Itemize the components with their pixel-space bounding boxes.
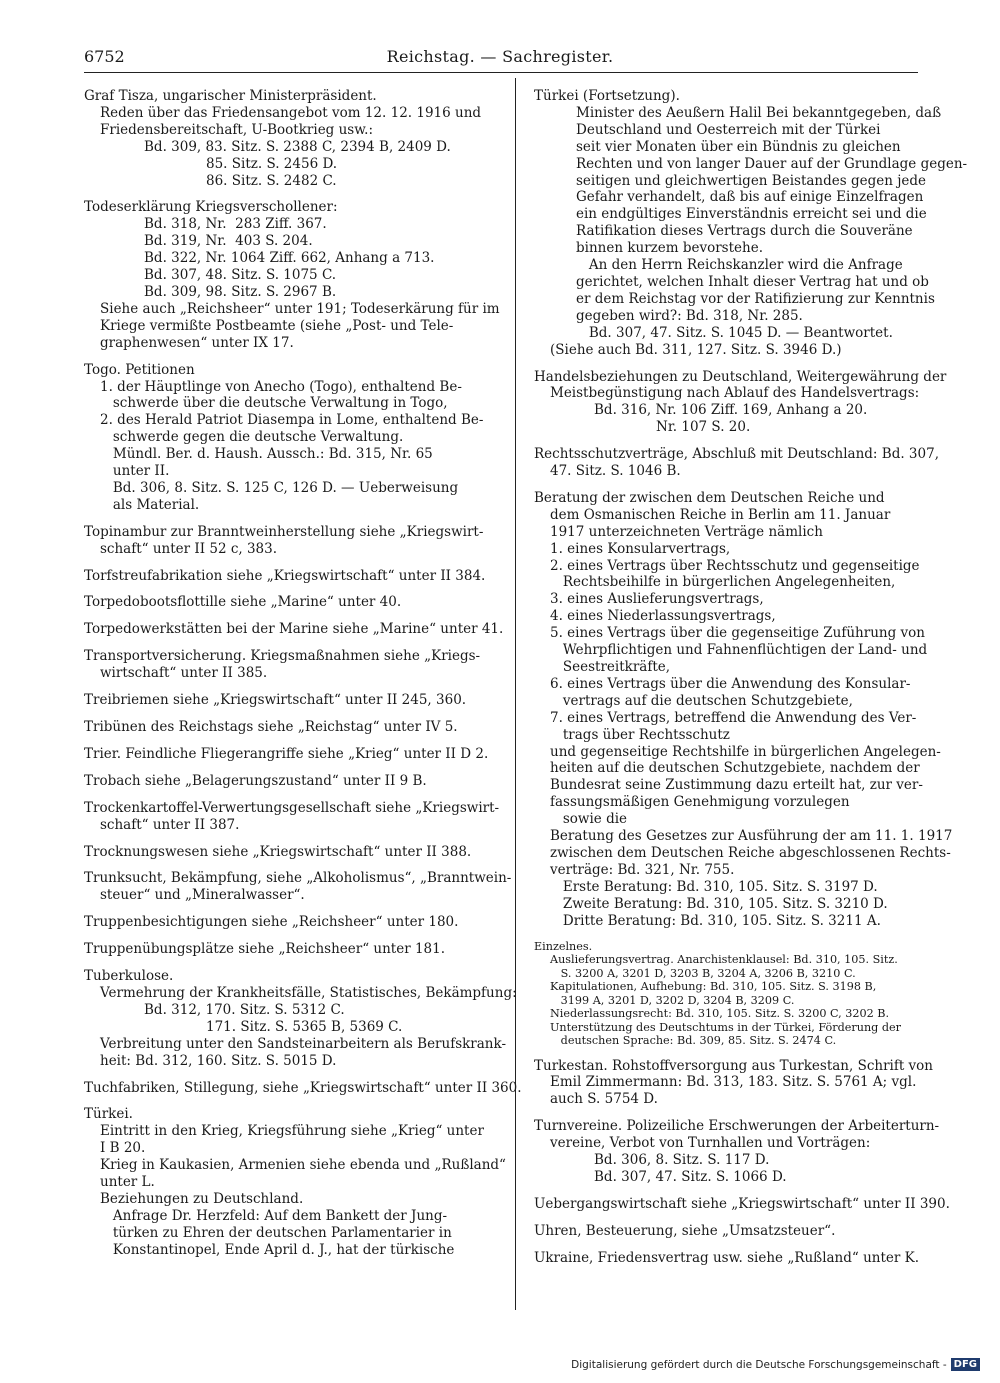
entry-line: Uebergangswirtschaft siehe „Kriegswirtschaft“ unter II 390.: [534, 1195, 950, 1212]
footer: [571, 1358, 980, 1371]
entry-line: schwerde über die deutsche Verwaltung in Togo,: [100, 395, 448, 412]
entry-line: steuer“ und „Mineralwasser“.: [100, 887, 305, 904]
entry-line: 7. eines Vertrags, betreffend die Anwendung des Ver-: [550, 709, 917, 726]
entry-line: Gefahr verhandelt, daß bis auf einige Einzelfragen: [576, 189, 924, 206]
header-rule: [84, 72, 918, 73]
entry-line: Truppenbesichtigungen siehe „Reichsheer“ unter 180.: [84, 914, 459, 931]
index-entry: [84, 692, 498, 709]
index-entry: [534, 446, 939, 480]
index-entry: [84, 362, 498, 514]
index-entry: [534, 1250, 926, 1267]
entry-line: Ukraine, Friedensvertrag usw. siehe „Rußland“ unter K.: [534, 1249, 920, 1266]
entry-line: Anfrage Dr. Herzfeld: Auf dem Bankett der Jung-: [100, 1207, 448, 1224]
entry-line: wirtschaft“ unter II 385.: [100, 665, 268, 682]
entry-line: Konstantinopel, Ende April d. J., hat der türkische: [100, 1241, 455, 1258]
entry-line: Erste Beratung: Bd. 310, 105. Sitz. S. 3197 D.: [550, 878, 878, 895]
index-entry: [84, 648, 498, 682]
index-entry: [84, 88, 498, 189]
entry-line: Bd. 306, 8. Sitz. S. 125 C, 126 D. — Ueberweisung: [100, 479, 459, 496]
entry-line: heit: Bd. 312, 160. Sitz. S. 5015 D.: [100, 1052, 337, 1069]
entry-line: Bd. 322, Nr. 1064 Ziff. 662, Anhang a 713.: [144, 250, 435, 267]
entry-line: Torpedowerkstätten bei der Marine siehe „Marine“ unter 41.: [84, 621, 504, 638]
dfg-logo: DFG: [951, 1358, 980, 1371]
entry-line: Einzelnes.: [534, 939, 593, 953]
entry-line: 85. Sitz. S. 2456 D.: [206, 155, 338, 172]
entry-line: Togo. Petitionen: [84, 361, 195, 378]
index-entry: [84, 844, 498, 861]
index-entry: [534, 1195, 950, 1213]
entry-line: Trocknungswesen siehe „Kriegswirtschaft“ unter II 388.: [84, 843, 472, 860]
entry-line: seitigen und gleichwertigen Beistandes gegen jede: [576, 172, 927, 189]
entry-line: Beratung der zwischen dem Deutschen Reiche und: [534, 489, 885, 506]
entry-line: Bd. 307, 48. Sitz. S. 1075 C.: [144, 267, 337, 284]
entry-line: Ratifikation dieses Vertrags durch die Souveräne: [576, 223, 913, 240]
entry-line: türken zu Ehren der deutschen Parlamentarier in: [100, 1224, 452, 1241]
entry-line: 1. eines Konsularvertrags,: [550, 540, 731, 557]
entry-line: zwischen dem Deutschen Reiche abgeschlossenen Rechts-: [550, 844, 951, 861]
entry-line: I B 20.: [100, 1140, 146, 1157]
entry-line: Eintritt in den Krieg, Kriegsführung siehe „Krieg“ unter: [100, 1123, 484, 1140]
index-entry: [84, 524, 498, 558]
entry-line: seit vier Monaten über ein Bündnis zu gleichen: [576, 138, 901, 155]
entry-line: Bd. 312, 170. Sitz. S. 5312 C.: [144, 1001, 345, 1018]
entry-line: Bd. 307, 47. Sitz. S. 1066 D.: [594, 1168, 787, 1185]
entry-line: Niederlassungsrecht: Bd. 310, 105. Sitz. S. 3200 C, 3202 B.: [550, 1007, 890, 1020]
entry-line: schaft“ unter II 387.: [100, 816, 240, 833]
entry-line: Rechten und von langer Dauer auf der Grundlage gegen-: [576, 155, 968, 172]
entry-line: 2. eines Vertrags über Rechtsschutz und gegenseitige: [550, 557, 920, 574]
entry-line: S. 3200 A, 3201 D, 3203 B, 3204 A, 3206 B, 3210 C.: [550, 966, 856, 980]
index-entry: [84, 941, 498, 958]
index-entry: [84, 594, 498, 611]
entry-line: Rechtsbeihilfe in bürgerlichen Angelegenheiten,: [550, 574, 896, 591]
entry-line: Dritte Beratung: Bd. 310, 105. Sitz. S. 3211 A.: [550, 912, 881, 929]
right-column: [534, 88, 968, 1277]
entry-line: er dem Reichstag vor der Ratifizierung zur Kenntnis: [576, 290, 935, 307]
entry-line: Bd. 306, 8. Sitz. S. 117 D.: [594, 1152, 770, 1169]
entry-line: Türkei.: [84, 1106, 133, 1123]
entry-line: vereine, Verbot von Turnhallen und Vorträgen:: [550, 1135, 871, 1152]
index-entry: [84, 773, 498, 790]
entry-line: Mündl. Ber. d. Haush. Aussch.: Bd. 315, Nr. 65: [100, 446, 433, 463]
entry-line: Emil Zimmermann: Bd. 313, 183. Sitz. S. 5761 A; vgl.: [550, 1074, 917, 1091]
entry-line: deutschen Sprache: Bd. 309, 85. Sitz. S. 2474 C.: [550, 1034, 837, 1047]
entry-line: Unterstützung des Deutschtums in der Türkei, Förderung der: [550, 1020, 902, 1034]
entry-line: Turkestan. Rohstoffversorgung aus Turkestan, Schrift von: [534, 1057, 934, 1074]
entry-line: 6. eines Vertrags über die Anwendung des Konsular-: [550, 675, 911, 692]
entry-line: 3199 A, 3201 D, 3202 D, 3204 B, 3209 C.: [550, 993, 795, 1007]
entry-line: 4. eines Niederlassungsvertrags,: [550, 608, 776, 625]
entry-line: als Material.: [100, 496, 200, 513]
index-entry: [84, 621, 504, 638]
index-entry: [84, 746, 498, 763]
entry-line: (Siehe auch Bd. 311, 127. Sitz. S. 3946 D.): [550, 341, 842, 358]
entry-line: Bd. 309, 83. Sitz. S. 2388 C, 2394 B, 2409 D.: [144, 138, 451, 155]
entry-line: Wehrpflichtigen und Fahnenflüchtigen der Land- und: [550, 642, 928, 659]
entry-line: heiten auf die deutschen Schutzgebiete, nachdem der: [550, 760, 920, 777]
entry-line: Türkei (Fortsetzung).: [534, 88, 680, 104]
entry-line: und gegenseitige Rechtshilfe in bürgerlichen Angelegen-: [550, 743, 941, 760]
entry-line: Deutschland und Oesterreich mit der Türkei: [576, 121, 881, 138]
entry-line: Rechtsschutzverträge, Abschluß mit Deutschland: Bd. 307,: [534, 446, 939, 463]
index-entry: [534, 489, 953, 930]
entry-line: fassungsmäßigen Genehmigung vorzulegen: [550, 794, 850, 811]
entry-line: Trunksucht, Bekämpfung, siehe „Alkoholismus“, „Branntwein-: [84, 870, 512, 887]
entry-line: Krieg in Kaukasien, Armenien siehe ebenda und „Rußland“: [100, 1157, 506, 1174]
entry-line: Bd. 309, 98. Sitz. S. 2967 B.: [144, 283, 337, 300]
entry-line: Beratung des Gesetzes zur Ausführung der am 11. 1. 1917: [550, 828, 953, 845]
footer-text: Digitalisierung gefördert durch die Deutsche Forschungsgemeinschaft -: [571, 1358, 947, 1371]
index-entry: [534, 368, 947, 437]
entry-line: Trockenkartoffel-Verwertungsgesellschaft siehe „Kriegswirt-: [84, 799, 500, 816]
entry-line: Torpedobootsflottille siehe „Marine“ unter 40.: [84, 594, 402, 611]
entry-line: gegeben wird?: Bd. 318, Nr. 285.: [576, 307, 803, 324]
entry-line: Kapitulationen, Aufhebung: Bd. 310, 105. Sitz. S. 3198 B,: [550, 980, 877, 993]
entry-line: Vermehrung der Krankheitsfälle, Statistisches, Bekämpfung:: [100, 984, 517, 1001]
entry-line: Tuchfabriken, Stillegung, siehe „Kriegswirtschaft“ unter II 360.: [84, 1079, 522, 1096]
index-entry: [84, 1079, 522, 1097]
entry-line: Topinambur zur Branntweinherstellung siehe „Kriegswirt-: [84, 523, 484, 540]
entry-line: Truppenübungsplätze siehe „Reichsheer“ unter 181.: [84, 941, 446, 958]
entry-line: trags über Rechtsschutz: [550, 726, 730, 743]
entry-line: Trier. Feindliche Fliegerangriffe siehe „Krieg“ unter II D 2.: [84, 745, 489, 762]
entry-line: ein endgültiges Einverständnis erreicht sei und die: [576, 206, 927, 223]
page-title: Reichstag. — Sachregister.: [386, 47, 614, 66]
entry-line: Bundesrat seine Zustimmung dazu erteilt hat, zur ver-: [550, 777, 923, 794]
index-entry: [84, 914, 498, 931]
entry-line: Torfstreufabrikation siehe „Kriegswirtschaft“ unter II 384.: [84, 567, 486, 584]
index-entry: [84, 199, 498, 351]
entry-line: Auslieferungsvertrag. Anarchistenklausel: Bd. 310, 105. Sitz.: [550, 953, 898, 966]
entry-line: Kriege vermißte Postbeamte (siehe „Post- und Tele-: [100, 317, 454, 334]
entry-line: 47. Sitz. S. 1046 B.: [550, 463, 681, 480]
index-entry: [84, 968, 517, 1069]
entry-line: 2. des Herald Patriot Diasempa in Lome, enthaltend Be-: [100, 412, 484, 429]
entry-line: unter L.: [100, 1174, 155, 1191]
entry-line: 171. Sitz. S. 5365 B, 5369 C.: [206, 1018, 403, 1035]
index-entry: [84, 1106, 506, 1258]
left-column: [84, 88, 522, 1269]
entry-line: Bd. 316, Nr. 106 Ziff. 169, Anhang a 20.: [594, 402, 868, 419]
entry-line: Seestreitkräfte,: [550, 659, 671, 675]
entry-line: Reden über das Friedensangebot vom 12. 12. 1916 und: [100, 104, 482, 121]
entry-line: unter II.: [100, 463, 170, 480]
index-entry: [84, 800, 498, 834]
index-entry: [84, 719, 498, 736]
entry-line: sowie die: [550, 811, 628, 828]
entry-line: An den Herrn Reichskanzler wird die Anfrage: [576, 257, 903, 274]
entry-line: Beziehungen zu Deutschland.: [100, 1190, 304, 1207]
entry-line: Handelsbeziehungen zu Deutschland, Weitergewährung der: [534, 368, 947, 385]
entry-line: dem Osmanischen Reiche in Berlin am 11. Januar: [550, 506, 891, 523]
entry-line: gerichtet, welchen Inhalt dieser Vertrag hat und ob: [576, 273, 929, 290]
index-entry: [534, 88, 968, 359]
entry-line: Trobach siehe „Belagerungszustand“ unter II 9 B.: [84, 772, 427, 789]
entry-line: vertrags auf die deutschen Schutzgebiete,: [550, 692, 853, 709]
entry-line: Graf Tisza, ungarischer Ministerpräsident.: [84, 88, 377, 104]
entry-line: verträge: Bd. 321, Nr. 755.: [550, 861, 735, 878]
entry-line: schaft“ unter II 52 c, 383.: [100, 540, 278, 557]
entry-line: 3. eines Auslieferungsvertrags,: [550, 591, 764, 608]
entry-line: Turnvereine. Polizeiliche Erschwerungen der Arbeiterturn-: [534, 1118, 940, 1135]
entry-line: Transportversicherung. Kriegsmaßnahmen siehe „Kriegs-: [84, 648, 481, 665]
entry-line: Bd. 307, 47. Sitz. S. 1045 D. — Beantwortet.: [576, 324, 893, 341]
entry-line: schwerde gegen die deutsche Verwaltung.: [100, 429, 404, 446]
entry-line: Siehe auch „Reichsheer“ unter 191; Todeserkärung für im: [100, 300, 500, 317]
column-divider: [515, 78, 516, 1310]
index-entry: [534, 1223, 926, 1240]
index-entry: [84, 870, 512, 904]
entry-line: 5. eines Vertrags über die gegenseitige Zuführung von: [550, 625, 925, 642]
entry-line: graphenwesen“ unter IX 17.: [100, 334, 294, 351]
index-entry: [534, 1118, 940, 1186]
entry-line: Meistbegünstigung nach Ablauf des Handelsvertrags:: [550, 385, 920, 402]
entry-line: 1. der Häuptlinge von Anecho (Togo), enthaltend Be-: [100, 378, 462, 395]
entry-line: Nr. 107 S. 20.: [656, 419, 751, 436]
entry-line: Uhren, Besteuerung, siehe „Umsatzsteuer“.: [534, 1222, 836, 1239]
entry-line: Bd. 319, Nr. 403 S. 204.: [144, 233, 313, 250]
entry-line: 1917 unterzeichneten Verträge nämlich: [550, 523, 823, 540]
index-entry: [534, 940, 926, 1048]
index-entry: [534, 1057, 934, 1109]
entry-line: Treibriemen siehe „Kriegswirtschaft“ unter II 245, 360.: [84, 692, 467, 709]
entry-line: Verbreitung unter den Sandsteinarbeitern als Berufskrank-: [100, 1035, 507, 1052]
entry-line: 86. Sitz. S. 2482 C.: [206, 172, 337, 189]
entry-line: Friedensbereitschaft, U-Bootkrieg usw.:: [100, 121, 374, 138]
index-entry: [84, 568, 498, 585]
entry-line: Todeserklärung Kriegsverschollener:: [84, 199, 338, 216]
entry-line: Bd. 318, Nr. 283 Ziff. 367.: [144, 216, 327, 233]
entry-line: Tuberkulose.: [84, 968, 174, 985]
page-number: 6752: [84, 47, 125, 66]
entry-line: auch S. 5754 D.: [550, 1091, 658, 1108]
entry-line: binnen kurzem bevorstehe.: [576, 240, 764, 257]
entry-line: Minister des Aeußern Halil Bei bekanntgegeben, daß: [576, 104, 942, 121]
entry-line: Tribünen des Reichstags siehe „Reichstag“ unter IV 5.: [84, 719, 458, 735]
entry-line: Zweite Beratung: Bd. 310, 105. Sitz. S. 3210 D.: [550, 895, 888, 912]
